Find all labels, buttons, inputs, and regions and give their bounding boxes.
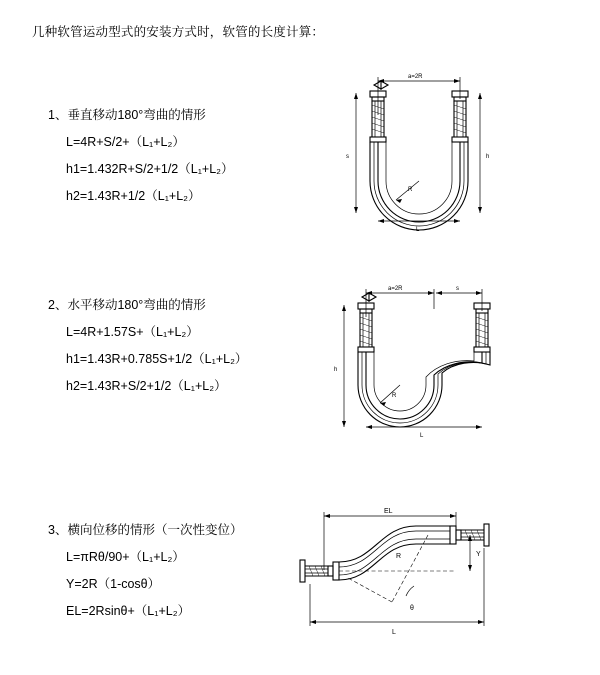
figure-1-label-radius: R — [408, 187, 413, 193]
section-2-text — [48, 295, 308, 394]
section-1-title: 1、垂直移动180°弯曲的情形 — [48, 108, 206, 122]
figure-2-label-radius: R — [392, 393, 397, 399]
figure-2-label-top-right: s — [456, 286, 459, 292]
figure-2-label-bottom: L — [420, 433, 424, 439]
section-1-text — [48, 105, 308, 204]
figure-3-label-top: EL — [384, 508, 393, 515]
figure-3-label-radius: R — [396, 553, 402, 560]
page-title: 几种软管运动型式的安装方式时，软管的长度计算： — [32, 25, 325, 39]
section-2-formula-1: L=4R+1.57S+（L₁+L₂） — [66, 325, 199, 339]
section-1-formula-3: h2=1.43R+1/2（L₁+L₂） — [66, 189, 201, 203]
section-2-formula-2: h1=1.43R+0.785S+1/2（L₁+L₂） — [66, 352, 248, 366]
section-1-formula-2: h1=1.432R+S/2+1/2（L₁+L₂） — [66, 162, 234, 176]
section-3-text — [48, 520, 308, 619]
section-1-figure — [300, 63, 500, 263]
figure-1-label-s: s — [346, 154, 349, 160]
section-3-formula-3: EL=2Rsinθ+（L₁+L₂） — [66, 604, 191, 618]
section-3-title: 3、横向位移的情形（一次性变位） — [48, 523, 243, 537]
horizontal-180-bend-diagram — [300, 277, 500, 457]
figure-2-label-h: h — [334, 367, 338, 373]
figure-1-label-bottom: L — [416, 227, 420, 233]
section-2-title: 2、水平移动180°弯曲的情形 — [48, 298, 206, 312]
figure-2-label-top-left: a=2R — [388, 286, 403, 292]
figure-3-label-angle: θ — [410, 605, 414, 612]
section-2-formula-3: h2=1.43R+S/2+1/2（L₁+L₂） — [66, 379, 227, 393]
section-3-formula-1: L=πRθ/90+（L₁+L₂） — [66, 550, 185, 564]
section-3-figure — [288, 498, 498, 648]
figure-1-label-top: a=2R — [408, 74, 423, 80]
lateral-offset-diagram — [288, 498, 498, 648]
vertical-180-bend-diagram — [300, 63, 500, 263]
section-3-formula-2: Y=2R（1-cosθ） — [66, 577, 161, 591]
section-2-figure — [300, 277, 500, 457]
section-1-formula-1: L=4R+S/2+（L₁+L₂） — [66, 135, 185, 149]
figure-3-label-bottom: L — [392, 629, 396, 636]
figure-3-label-y: Y — [476, 551, 481, 558]
figure-1-label-h: h — [486, 154, 490, 160]
